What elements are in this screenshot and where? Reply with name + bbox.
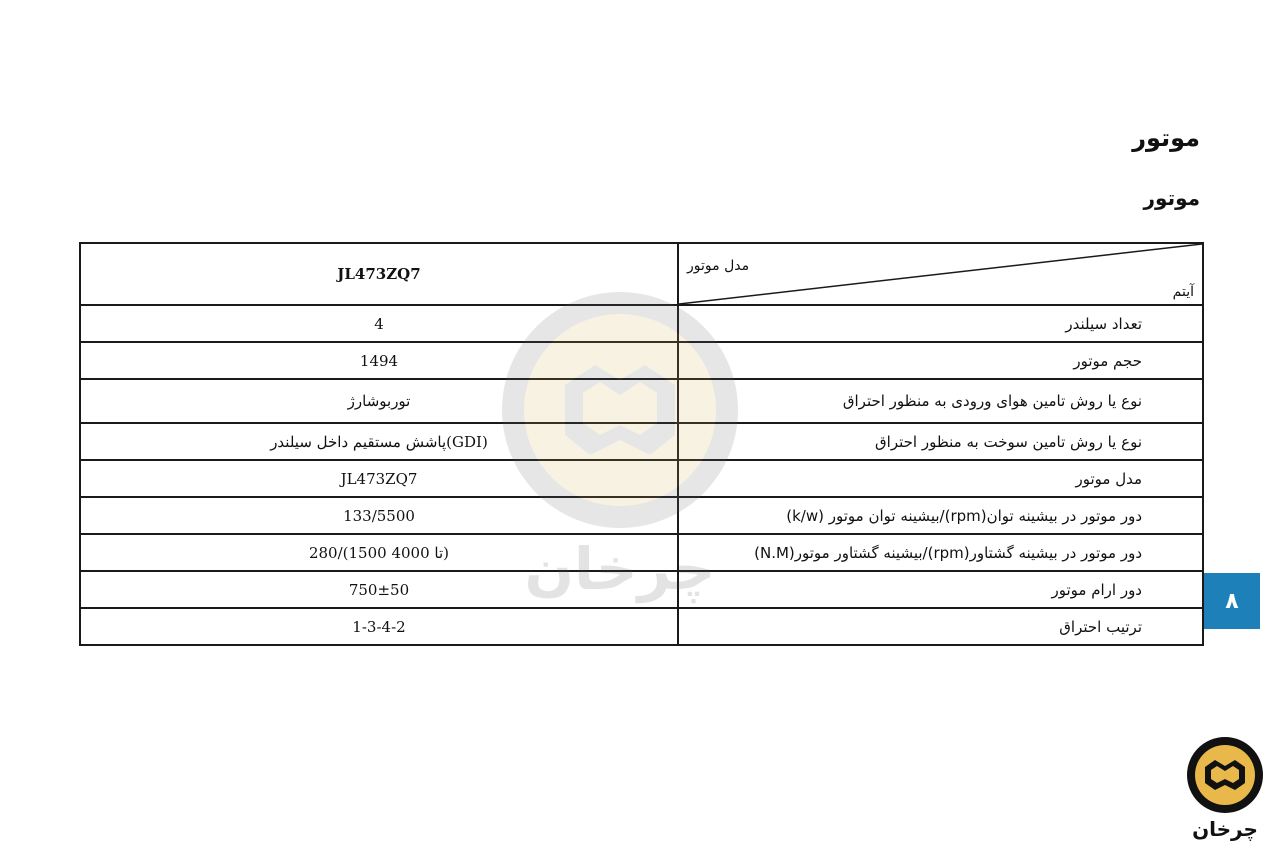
table-row (80, 460, 1203, 497)
section-title: موتور (1143, 186, 1200, 210)
row-value: 4 (80, 305, 678, 342)
row-label: تعداد سیلندر (678, 305, 1203, 342)
table-row (80, 571, 1203, 608)
row-label: حجم موتور (678, 342, 1203, 379)
row-value: 280/(1500 تا 4000) (80, 534, 678, 571)
brand-logo-icon (1180, 735, 1270, 815)
table-row (80, 379, 1203, 423)
watermark-brand-text: چرخان (524, 535, 716, 603)
row-value: 750±50 (80, 571, 678, 608)
diagonal-line (679, 244, 1202, 304)
row-value: پاشش مستقیم داخل سیلندر(GDI) (80, 423, 678, 460)
page-number-tab: ۸ (1204, 573, 1260, 629)
row-label: نوع یا روش تامین سوخت به منظور احتراق (678, 423, 1203, 460)
row-label: دور موتور در بیشینه گشتاور(rpm)/بیشینه گشتاور موتور(N.M) (678, 534, 1203, 571)
row-value: 133/5500 (80, 497, 678, 534)
header-value-cell: JL473ZQ7 (80, 243, 678, 305)
row-label: ترتیب احتراق (678, 608, 1203, 645)
brand-logo (1180, 735, 1270, 845)
row-label: دور موتور در بیشینه توان(rpm)/بیشینه توان موتور (k/w) (678, 497, 1203, 534)
page-title: موتور (1132, 124, 1200, 152)
row-value: JL473ZQ7 (80, 460, 678, 497)
row-label: نوع یا روش تامین هوای ورودی به منظور احتراق (678, 379, 1203, 423)
row-value: 1494 (80, 342, 678, 379)
brand-logo-text: چرخان (1192, 817, 1258, 841)
header-model-label: مدل موتور (687, 258, 750, 274)
table-row (80, 342, 1203, 379)
row-value: 1-3-4-2 (80, 608, 678, 645)
table-row (80, 608, 1203, 645)
table-row (80, 497, 1203, 534)
row-label: مدل موتور (678, 460, 1203, 497)
row-value: توربوشارژ (80, 379, 678, 423)
row-label: دور ارام موتور (678, 571, 1203, 608)
engine-spec-table (79, 242, 1204, 646)
header-item-label: آیتم (1172, 284, 1194, 300)
table-row (80, 423, 1203, 460)
table-row (80, 305, 1203, 342)
table-header-row (80, 243, 1203, 305)
header-diagonal-cell (678, 243, 1203, 305)
table-row (80, 534, 1203, 571)
